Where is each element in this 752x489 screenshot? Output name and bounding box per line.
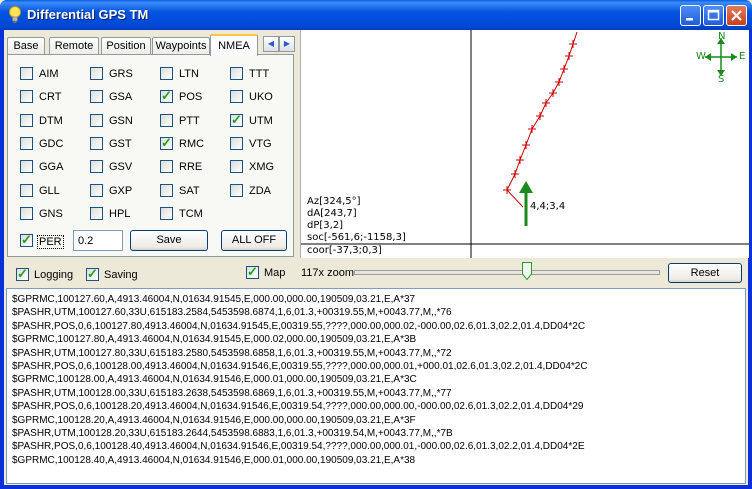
log-line: $PASHR,POS,0,6,100127.80,4913.46004,N,01634.91545,E,00319.55,????,000.00,000.02,-000.00,02.6,01.3,02.2,01.4,DD04*2C (12, 320, 586, 332)
track-point-marker (516, 156, 524, 164)
nmea-label-gsn: GSN (109, 114, 133, 127)
track-point-marker (549, 89, 557, 97)
nmea-label-pos: POS (179, 91, 203, 104)
minimize-button[interactable] (680, 5, 701, 26)
nmea-checkbox-gsa[interactable] (90, 90, 103, 103)
track-point-marker (522, 141, 530, 149)
log-line: $PASHR,UTM,100128.00,33U,615183.2638,5453598.6869,1,6,01.3,+00319.55,M,+0043.77,M,,*77 (12, 387, 452, 399)
title-bar[interactable] (0, 0, 752, 30)
nmea-label-ltn: LTN (179, 68, 199, 80)
nmea-checkbox-crt[interactable] (20, 90, 33, 103)
nmea-label-crt: CRT (39, 91, 62, 104)
maximize-button[interactable] (703, 5, 724, 26)
nmea-panel (7, 54, 294, 257)
compass-west: W (696, 51, 706, 62)
nmea-checkbox-gsv[interactable] (90, 160, 103, 173)
track-point-marker (555, 78, 563, 86)
compass-south: S (718, 74, 725, 85)
nmea-checkbox-grs[interactable] (90, 67, 103, 80)
nmea-label-ttt: TTT (249, 68, 270, 80)
nmea-label-gns: GNS (39, 207, 63, 220)
nmea-label-utm: UTM (249, 114, 273, 127)
zoom-slider-thumb[interactable] (522, 262, 532, 280)
saving-checkbox[interactable] (86, 268, 99, 281)
tab-position[interactable]: Position (101, 37, 151, 55)
nmea-label-sat: SAT (179, 184, 200, 197)
nmea-label-grs: GRS (109, 68, 133, 80)
nmea-label-gll: GLL (39, 184, 60, 197)
zoom-slider-track[interactable] (354, 270, 660, 275)
log-line: $GPRMC,100127.80,A,4913.46004,N,01634.91545,E,000.02,000.00,190509,03.21,E,A*3B (12, 334, 417, 346)
nmea-label-gsv: GSV (109, 161, 133, 174)
nmea-checkbox-pos[interactable] (160, 90, 173, 103)
nmea-checkbox-zda[interactable] (230, 184, 243, 197)
soc-readout: soc[-561,6;-1158,3] (307, 232, 406, 243)
nmea-checkbox-gns[interactable] (20, 207, 33, 220)
per-label: PER (39, 236, 62, 248)
log-line: $GPRMC,100128.20,A,4913.46004,N,01634.91546,E,000.00,000.00,190509,03.21,E,A*3F (12, 414, 416, 426)
nmea-label-rre: RRE (179, 161, 203, 174)
nmea-label-gdc: GDC (39, 137, 64, 150)
track-point-marker (536, 112, 544, 120)
per-value-input[interactable] (73, 230, 123, 251)
log-line: $GPRMC,100128.40,A,4913.46004,N,01634.91546,E,000.01,000.00,190509,03.21,E,A*38 (12, 454, 416, 466)
nmea-label-zda: ZDA (249, 184, 271, 197)
tab-waypoints[interactable]: Waypoints (152, 37, 210, 55)
nmea-checkbox-sat[interactable] (160, 184, 173, 197)
nmea-checkbox-ttt[interactable] (230, 67, 243, 80)
nmea-checkbox-gxp[interactable] (90, 184, 103, 197)
all-off-button[interactable]: ALL OFF (221, 230, 287, 251)
tab-scroll-left-button[interactable] (263, 36, 279, 52)
map-view[interactable] (300, 30, 749, 258)
nmea-label-gsa: GSA (109, 91, 133, 104)
close-icon (727, 6, 746, 25)
nmea-checkbox-gst[interactable] (90, 137, 103, 150)
arrow-left-icon: ◀ (267, 39, 275, 48)
nmea-checkbox-rmc[interactable] (160, 137, 173, 150)
nmea-label-vtg: VTG (249, 137, 272, 150)
nmea-checkbox-aim[interactable] (20, 67, 33, 80)
nmea-label-ptt: PTT (179, 114, 200, 127)
nmea-checkbox-hpl[interactable] (90, 207, 103, 220)
nmea-checkbox-ptt[interactable] (160, 114, 173, 127)
nmea-log-textarea[interactable] (6, 288, 746, 484)
log-line: $PASHR,POS,0,6,100128.00,4913.46004,N,01634.91546,E,00319.55,????,000.00,000.01,+000.01,02.6,01.3,02.2,01.4,DD04*2C (12, 361, 588, 373)
nmea-checkbox-rre[interactable] (160, 160, 173, 173)
log-line: $PASHR,POS,0,6,100128.20,4913.46004,N,01634.91546,E,00319.54,????,000.00,000.00,-000.00,02.6,01.3,02.2,01.4,DD04*29 (12, 401, 584, 413)
window-title: Differential GPS TM (27, 7, 149, 22)
maximize-icon (704, 6, 723, 25)
nmea-checkbox-uko[interactable] (230, 90, 243, 103)
log-line: $PASHR,UTM,100128.20,33U,615183.2644,5453598.6883,1,6,01.3,+00319.54,M,+0043.77,M,,*7B (12, 428, 453, 440)
lightbulb-icon (8, 6, 22, 24)
tab-base[interactable]: Base (7, 37, 45, 55)
nmea-checkbox-utm[interactable] (230, 114, 243, 127)
log-line: $PASHR,UTM,100127.60,33U,615183.2584,5453598.6874,1,6,01.3,+00319.55,M,+0043.77,M,,*76 (12, 307, 452, 319)
nmea-label-hpl: HPL (109, 207, 131, 220)
map-canvas (301, 30, 749, 258)
logging-label: Logging (34, 269, 74, 281)
log-line: $GPRMC,100128.00,A,4913.46004,N,01634.91546,E,000.01,000.00,190509,03.21,E,A*3C (12, 374, 417, 386)
minimize-icon (681, 6, 700, 25)
track-point-marker (511, 170, 519, 178)
nmea-checkbox-gsn[interactable] (90, 114, 103, 127)
nmea-label-gxp: GXP (109, 184, 133, 197)
azimuth-readout: Az[324,5°] (307, 196, 361, 207)
reset-button[interactable]: Reset (668, 263, 742, 283)
nmea-label-tcm: TCM (179, 207, 203, 220)
tab-remote[interactable]: Remote (49, 37, 99, 55)
arrow-right-icon: ▶ (283, 39, 291, 48)
nmea-checkbox-gga[interactable] (20, 160, 33, 173)
nmea-label-rmc: RMC (179, 137, 205, 150)
track-point-marker (560, 65, 568, 73)
log-line: $PASHR,UTM,100127.80,33U,615183.2580,5453598.6858,1,6,01.3,+00319.55,M,+0043.77,M,,*72 (12, 347, 452, 359)
nmea-checkbox-xmg[interactable] (230, 160, 243, 173)
compass-rose-icon (705, 38, 737, 76)
tab-scroll-right-button[interactable] (279, 36, 295, 52)
nmea-checkbox-dtm[interactable] (20, 114, 33, 127)
close-button[interactable] (726, 5, 747, 26)
compass-north: N (718, 31, 726, 42)
saving-label: Saving (104, 269, 138, 281)
nmea-checkbox-tcm[interactable] (160, 207, 173, 220)
nmea-label-gst: GST (109, 137, 132, 150)
track-point-marker (528, 125, 536, 133)
gps-track (503, 32, 577, 207)
nmea-label-aim: AIM (39, 68, 59, 80)
compass-east: E (739, 51, 746, 62)
logging-checkbox[interactable] (16, 268, 29, 281)
nmea-checkbox-ltn[interactable] (160, 67, 173, 80)
dp-readout: dP[3,2] (307, 220, 344, 231)
nmea-label-xmg: XMG (249, 161, 275, 174)
per-checkbox[interactable] (20, 234, 33, 247)
track-line (507, 32, 577, 207)
tab-nmea[interactable]: NMEA (210, 34, 258, 56)
marker-label: 4,4;3,4 (530, 201, 566, 212)
log-line: $GPRMC,100127.60,A,4913.46004,N,01634.91545,E,000.00,000.00,190509,03.21,E,A*37 (12, 294, 416, 305)
track-point-marker (569, 40, 577, 48)
nmea-label-uko: UKO (249, 91, 273, 104)
nmea-checkbox-vtg[interactable] (230, 137, 243, 150)
nmea-label-gga: GGA (39, 161, 64, 174)
save-button[interactable]: Save (130, 230, 208, 251)
nmea-checkbox-gdc[interactable] (20, 137, 33, 150)
map-checkbox[interactable] (246, 266, 259, 279)
nmea-label-dtm: DTM (39, 114, 63, 127)
track-point-marker (565, 52, 573, 60)
zoom-label: 117x zoom (301, 267, 354, 279)
client-area (4, 30, 748, 485)
map-label: Map (264, 267, 286, 279)
log-line: $PASHR,POS,0,6,100128.40,4913.46004,N,01634.91546,E,00319.54,????,000.00,000.01,-000.00,02.6,01.3,02.2,01.4,DD04*2E (12, 441, 585, 453)
nmea-checkbox-gll[interactable] (20, 184, 33, 197)
track-point-marker (542, 99, 550, 107)
da-readout: dA[243,7] (307, 208, 357, 219)
coor-readout: coor[-37,3;0,3] (307, 245, 382, 256)
